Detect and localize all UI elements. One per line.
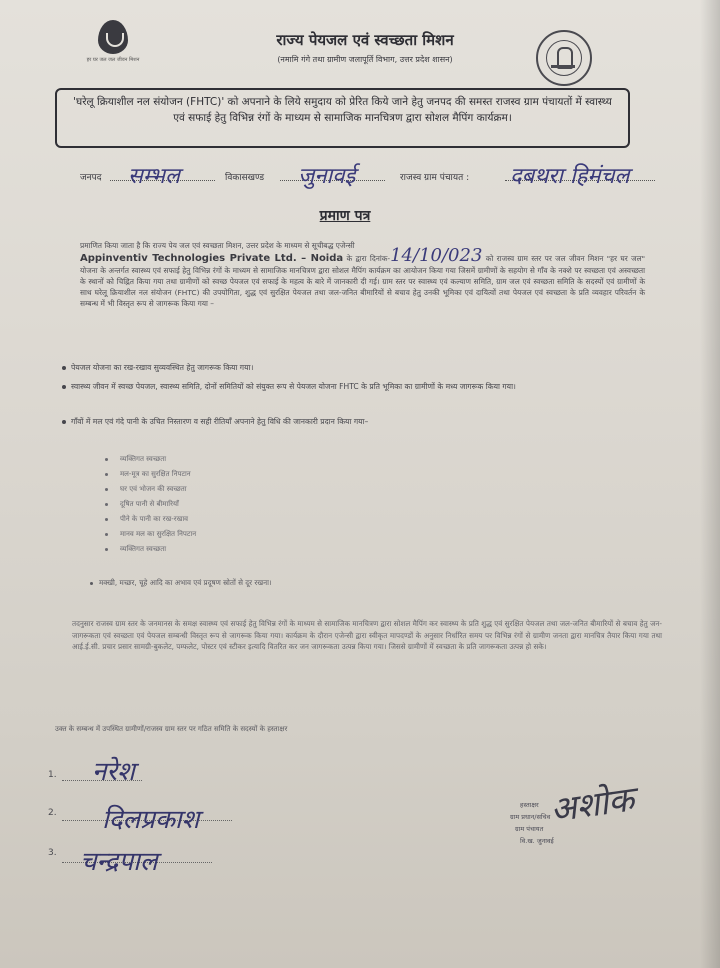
witness-signature: दिलप्रकाश (102, 805, 200, 835)
signature-number: 1. (48, 770, 57, 780)
list-item: व्यक्तिगत स्वच्छता (105, 542, 405, 557)
header-subtitle: (नमामि गंगे तथा ग्रामीण जलापूर्ति विभाग, उत्तर प्रदेश शासन) (277, 55, 453, 64)
program-topic-box (55, 88, 630, 148)
logo-text: हर घर जल जल जीवन मिशन (86, 57, 140, 63)
gram-panchayat-value: दबथरा हिमंचल (510, 164, 630, 189)
state-emblem-seal-icon (536, 30, 592, 86)
water-drop-icon (98, 20, 128, 54)
last-bullet: मक्खी, मच्छर, चूहे आदि का अभाव एवं प्रदूषण स्रोतों से दूर रखना। (90, 578, 272, 588)
list-item: दूषित पानी से बीमारियाँ (105, 497, 405, 512)
program-date: 14/10/023 (390, 245, 483, 267)
page-fold-shadow (700, 0, 720, 968)
certificate-title: प्रमाण पत्र (319, 208, 371, 224)
witness-signature: नरेश (92, 757, 135, 787)
bullet-item: स्वास्थ्य जीवन में स्वच्छ पेयजल, स्वास्थ्य समिति, दोनों समितियों को संयुक्त रूप से पेयजल योजना FHTC के प्रति भूमिका का ग्रामीणों के मध्य जागरूक किया गया। (62, 381, 652, 393)
jal-jeevan-mission-logo (78, 20, 148, 63)
body-intro: प्रमाणित किया जाता है कि राज्य पेय जल एवं स्वच्छता मिशन, उत्तर प्रदेश के माध्यम से सूचीबद्ध एजेन्सी (80, 241, 355, 250)
bullet-item: गाँवों में मल एवं गंदे पानी के उचित निस्तारण व सही रीतियाँ अपनाने हेतु विधि की जानकारी प्रदान किया गया– (62, 416, 652, 428)
gram-panchayat-label: राजस्व ग्राम पंचायत : (400, 173, 470, 183)
certificate-body (80, 240, 645, 310)
body-rest: को राजस्व ग्राम स्तर पर जल जीवन मिशन "हर घर जल" योजना के अन्तर्गत स्वास्थ्य एवं सफाई हेतु विभिन्न रंगों के माध्यम से सामाजिक मानचित्रण द्वारा सोशल मैपिंग कार्यक्रम का आयोजन किया गया जिसमें ग्रामीणों के सहयोग से गाँव के नक्शे पर स्वच्छता एवं अस्वच्छता के स्थानों को चिह्नित किया गया तथा ग्रामीणों को स्वच्छ पेयजल एवं सफाई के महत्व के बारे में जानकारी दी गई। ग्राम स्तर पर स्वास्थ्य एवं कल्याण समिति, ग्राम जल एवं स्वच्छता समिति के सदस्यों एवं ग्रामीणों के साथ घरेलू क्रियाशील नल संयोजन (FHTC) की उपयोगिता, शुद्ध एवं सुरक्षित पेयजल तथा जल-जनित बीमारियों से बचाव हेतु उनकी भूमिका एवं दायित्वों तथा पेयजल एवं स्वच्छता के प्रति व्यवहार परिवर्तन के सम्बन्ध में भी विस्तृत रूप से जागरूक किया गया – (80, 254, 645, 309)
date-prefix: के द्वारा दिनांक- (346, 254, 391, 264)
block-value: जुनावई (298, 164, 356, 189)
header-title: राज्य पेयजल एवं स्वच्छता मिशन (276, 31, 454, 49)
district-value: सम्भल (128, 164, 180, 189)
signature-number: 2. (48, 808, 57, 818)
bullet-item: पेयजल योजना का रख-रखाव सुव्यवस्थित हेतु जागरूक किया गया। (62, 362, 652, 374)
list-item: व्यक्तिगत स्वच्छता (105, 452, 405, 467)
block-label: विकासखण्ड (225, 173, 265, 183)
program-topic: 'घरेलू क्रियाशील नल संयोजन (FHTC)' को अपनाने के लिये समुदाय को प्रेरित किये जाने हेतु जनपद की समस्त राजस्व ग्राम पंचायतों में स्वास्थ्य एवं सफाई हेतु विभिन्न रंगों के माध्यम से सामाजिक मानचित्रण द्वारा सोशल मैपिंग कार्यक्रम। (73, 96, 612, 124)
conclusion-paragraph: तदनुसार राजस्व ग्राम स्तर के जनमानस के समक्ष स्वास्थ्य एवं सफाई हेतु विभिन्न रंगों के माध्यम से सामाजिक मानचित्रण द्वारा सोशल मैपिंग कर स्वास्थ्य के प्रति शुद्ध एवं सुरक्षित पेयजल तथा जल-जनित बीमारियों से बचाव हेतु जन-जागरूकता एवं स्वच्छता एवं पेयजल सम्बन्धी विस्तृत रूप से जागरूक किया गया। कार्यक्रम के दौरान एजेन्सी द्वारा स्वीकृत मापदण्डों के अनुसार निर्धारित समय पर विभिन्न रंगों से ग्रामीण जनता द्वारा मानचित्र तैयार किया गया तथा आई.ई.सी. प्रचार प्रसार सामग्री-बुकलेट, पम्फलेट, पोस्टर एवं स्टीकर इत्यादि वितरित कर जन जागरूकता उत्पन्न किया गया। जिससे ग्रामीणों में स्वच्छता के प्रति जागरूकता उत्पन्न हो सके। (72, 619, 662, 651)
witness-signature: चन्द्रपाल (80, 847, 158, 877)
list-item: मल-मूत्र का सुरक्षित निपटान (105, 467, 405, 482)
official-stamp: अशोक हस्ताक्षर ग्राम प्रधान/सचिव ग्राम पंचायत वि.ख. जुनावई (505, 780, 655, 870)
witness-instruction: उक्त के सम्बन्ध में उपस्थित ग्रामीणों/राजस्व ग्राम स्तर पर गठित समिति के सदस्यों के हस्ताक्षर (55, 725, 288, 733)
list-item: पीने के पानी का रख-रखाव (105, 512, 405, 527)
district-label: जनपद (80, 173, 102, 183)
location-fields (80, 164, 680, 198)
sub-item-list (105, 452, 405, 557)
list-item: मानव मल का सुरक्षित निपटान (105, 527, 405, 542)
signature-number: 3. (48, 848, 57, 858)
official-signature-mark: अशोक (547, 779, 637, 831)
list-item: घर एवं भोजन की स्वच्छता (105, 482, 405, 497)
agency-name: Appinventiv Technologies Private Ltd. – Noida (80, 253, 344, 265)
